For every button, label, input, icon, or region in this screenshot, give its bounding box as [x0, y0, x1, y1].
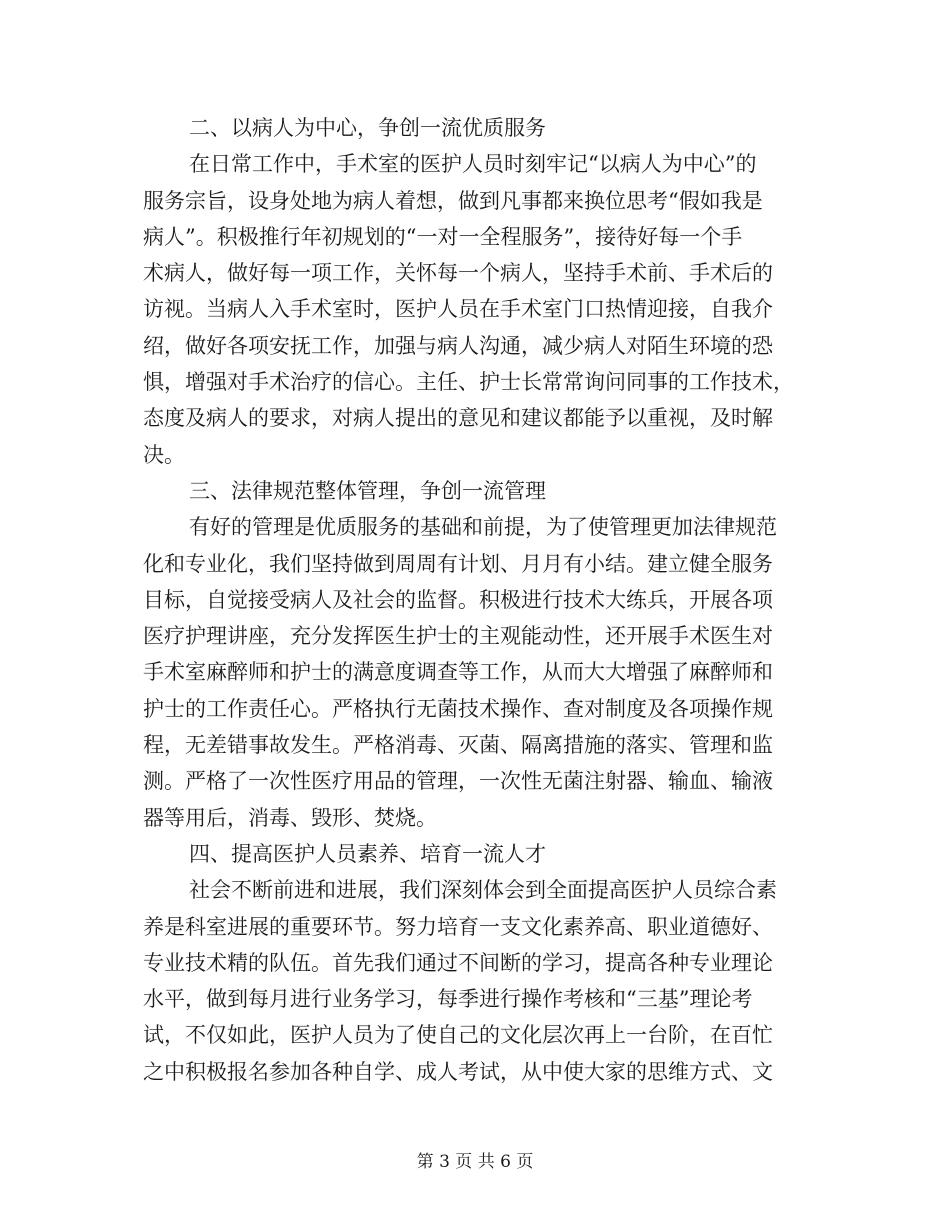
- paragraph-line: 试，不仅如此，医护人员为了使自己的文化层次再上一台阶，在百忙: [143, 1023, 773, 1048]
- paragraph-line: 专业技术精的队伍。首先我们通过不间断的学习，提高各种专业理论: [143, 950, 773, 975]
- paragraph-line: 之中积极报名参加各种自学、成人考试，从中使大家的思维方式、文: [143, 1059, 773, 1084]
- section-heading-patient-centered: 二、以病人为中心，争创一流优质服务: [189, 116, 546, 140]
- paragraph-line: 绍，做好各项安抚工作，加强与病人沟通，减少病人对陌生环境的恐: [143, 333, 773, 358]
- paragraph-line: 态度及病人的要求，对病人提出的意见和建议都能予以重视，及时解: [143, 406, 773, 431]
- paragraph-line: 服务宗旨，设身处地为病人着想，做到凡事都来换位思考“假如我是: [143, 188, 763, 213]
- section-heading-management: 三、法律规范整体管理，争创一流管理: [189, 478, 546, 503]
- paragraph-line: 病人”。积极推行年初规划的“一对一全程服务”，接待好每一个手: [143, 224, 743, 249]
- paragraph-line: 访视。当病人入手术室时，医护人员在手术室门口热情迎接，自我介: [143, 297, 773, 322]
- paragraph-line: 护士的工作责任心。严格执行无菌技术操作、查对制度及各项操作规: [143, 696, 773, 721]
- page-number-footer: 第 3 页 共 6 页: [416, 1152, 534, 1172]
- paragraph-line: 手术室麻醉师和护士的满意度调查等工作，从而大大增强了麻醉师和: [143, 660, 773, 685]
- paragraph-line: 化和专业化，我们坚持做到周周有计划、月月有小结。建立健全服务: [143, 551, 773, 576]
- paragraph-line: 目标，自觉接受病人及社会的监督。积极进行技术大练兵，开展各项: [143, 587, 773, 612]
- paragraph-line: 决。: [143, 442, 185, 467]
- document-body: [143, 110, 807, 1090]
- paragraph-line: 养是科室进展的重要环节。努力培育一支文化素养高、职业道德好、: [143, 914, 773, 939]
- paragraph-line: 水平，做到每月进行业务学习，每季进行操作考核和“三基”理论考: [143, 987, 753, 1012]
- paragraph-line: 程，无差错事故发生。严格消毒、灭菌、隔离措施的落实、管理和监: [143, 733, 773, 758]
- paragraph-line: 在日常工作中，手术室的医护人员时刻牢记“以病人为中心”的: [189, 152, 757, 177]
- paragraph-line: 术病人，做好每一项工作，关怀每一个病人，坚持手术前、手术后的: [143, 261, 773, 286]
- paragraph-line: 社会不断前进和进展，我们深刻体会到全面提高医护人员综合素: [189, 878, 777, 903]
- paragraph-line: 有好的管理是优质服务的基础和前提，为了使管理更加法律规范: [189, 515, 777, 540]
- paragraph-line: 器等用后，消毒、毁形、焚烧。: [143, 805, 437, 830]
- paragraph-line: 惧，增强对手术治疗的信心。主任、护士长常常询问同事的工作技术，: [143, 370, 794, 395]
- paragraph-line: 测。严格了一次性医疗用品的管理，一次性无菌注射器、输血、输液: [143, 769, 773, 794]
- paragraph-line: 医疗护理讲座，充分发挥医生护士的主观能动性，还开展手术医生对: [143, 624, 773, 649]
- section-heading-talent: 四、提高医护人员素养、培育一流人才: [189, 841, 546, 866]
